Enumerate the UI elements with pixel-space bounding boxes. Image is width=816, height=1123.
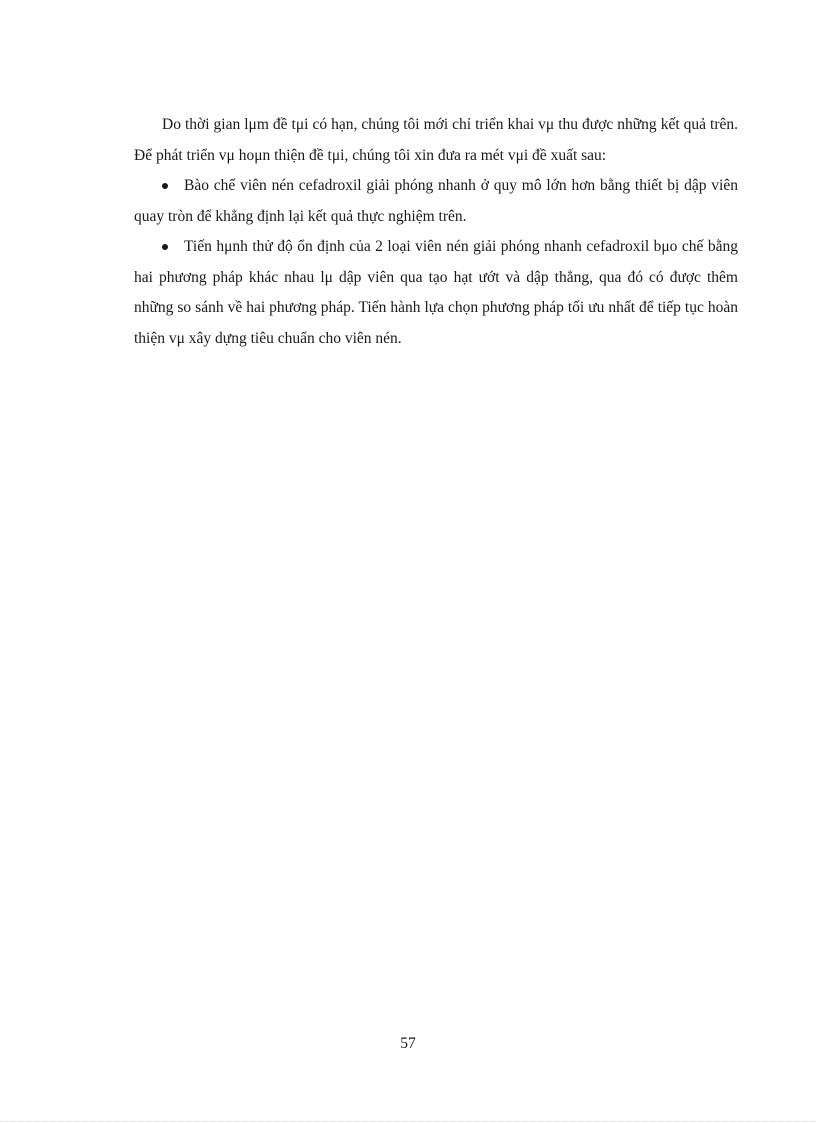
list-item-text: Tiến hμnh thử độ ổn định của 2 loại viên nén giải phóng nhanh cefadroxil bμo chế bằng hai phương pháp khác nhau lμ dập viên qua tạo hạt ướt và dập thẳng, qua đó có được thêm những so sánh về hai phương pháp. Tiến hành lựa chọn phương pháp tối ưu nhất để tiếp tục hoàn thiện vμ xây dựng tiêu chuẩn cho viên nén. (134, 238, 738, 347)
bullet-icon (162, 244, 168, 250)
bullet-icon (162, 183, 168, 189)
document-body (134, 110, 738, 354)
list-item (134, 232, 738, 354)
page-number: 57 (400, 1035, 416, 1052)
page-bottom-divider (0, 1121, 816, 1122)
proposal-list (134, 171, 738, 354)
intro-paragraph: Do thời gian lμm đề tμi có hạn, chúng tôi mới chỉ triển khai vμ thu được những kết quả trên. Để phát triển vμ hoμn thiện đề tμi, chúng tôi xin đưa ra mét vμi đề xuất sau: (134, 116, 738, 164)
list-item (134, 171, 738, 232)
list-item-text: Bào chế viên nén cefadroxil giải phóng nhanh ở quy mô lớn hơn bằng thiết bị dập viên quay tròn để khẳng định lại kết quả thực nghiệm trên. (134, 177, 738, 225)
